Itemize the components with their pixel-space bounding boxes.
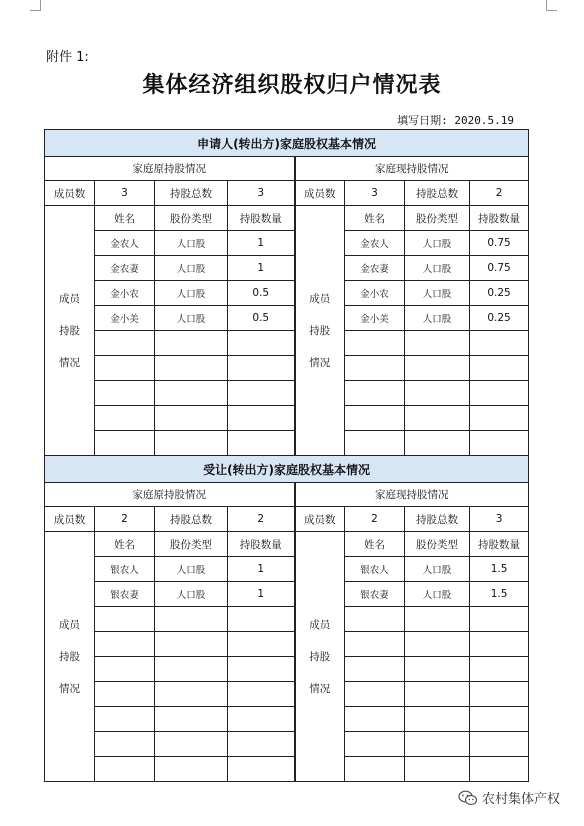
col-header-type: 股份类型 — [155, 532, 228, 557]
empty-row — [45, 331, 529, 356]
empty-row — [45, 657, 529, 682]
original-member-count: 3 — [95, 181, 155, 206]
empty-row — [45, 607, 529, 632]
member-holding-label: 成员 持股 情况 — [295, 532, 345, 782]
table-row — [45, 231, 529, 256]
member-name: 金小美 — [95, 306, 155, 331]
table-row — [45, 582, 529, 607]
col-header-qty: 持股数量 — [470, 206, 529, 231]
share-qty: 1 — [228, 256, 295, 281]
empty-row — [45, 356, 529, 381]
member-name: 银农人 — [345, 557, 405, 582]
col-header-name: 姓名 — [345, 532, 405, 557]
original-total-shares: 3 — [228, 181, 295, 206]
transferee-section-title: 受让(转出方)家庭股权基本情况 — [45, 456, 529, 483]
col-header-name: 姓名 — [345, 206, 405, 231]
transferee-current-header: 家庭现持股情况 — [295, 483, 529, 507]
current-member-count: 3 — [345, 181, 405, 206]
empty-row — [45, 757, 529, 782]
member-name: 金农人 — [95, 231, 155, 256]
member-name: 金小农 — [95, 281, 155, 306]
col-header-type: 股份类型 — [405, 206, 470, 231]
original-total-shares: 2 — [228, 507, 295, 532]
member-name: 银农人 — [95, 557, 155, 582]
table-row — [45, 281, 529, 306]
member-count-label: 成员数 — [45, 507, 95, 532]
member-count-label: 成员数 — [295, 181, 345, 206]
member-name: 银农妻 — [95, 582, 155, 607]
member-count-label: 成员数 — [295, 507, 345, 532]
watermark — [458, 788, 560, 807]
share-type: 人口股 — [405, 281, 470, 306]
member-holding-label: 成员 持股 情况 — [295, 206, 345, 456]
member-name: 金农人 — [345, 231, 405, 256]
col-header-qty: 持股数量 — [470, 532, 529, 557]
watermark-text: 农村集体产权 — [482, 792, 561, 807]
col-header-name: 姓名 — [95, 206, 155, 231]
table-row — [45, 306, 529, 331]
share-type: 人口股 — [155, 281, 228, 306]
original-member-count: 2 — [95, 507, 155, 532]
share-qty: 0.75 — [470, 256, 529, 281]
member-holding-label: 成员 持股 情况 — [45, 532, 95, 782]
share-qty: 0.25 — [470, 281, 529, 306]
share-type: 人口股 — [155, 306, 228, 331]
wechat-icon — [458, 790, 478, 806]
empty-row — [45, 682, 529, 707]
share-qty: 1 — [228, 231, 295, 256]
current-member-count: 2 — [345, 507, 405, 532]
member-name: 金小农 — [345, 281, 405, 306]
page-title: 集体经济组织股权归户情况表 — [142, 73, 442, 98]
empty-row — [45, 732, 529, 757]
page-corner-mark-left — [30, 0, 41, 11]
share-type: 人口股 — [155, 231, 228, 256]
share-type: 人口股 — [405, 256, 470, 281]
page-corner-mark-right — [546, 0, 557, 11]
equity-table — [44, 129, 529, 782]
share-qty: 1.5 — [470, 557, 529, 582]
empty-row — [45, 707, 529, 732]
col-header-type: 股份类型 — [155, 206, 228, 231]
applicant-section-title: 申请人(转出方)家庭股权基本情况 — [45, 130, 529, 157]
current-total-shares: 3 — [470, 507, 529, 532]
share-qty: 0.25 — [470, 306, 529, 331]
col-header-name: 姓名 — [95, 532, 155, 557]
empty-row — [45, 381, 529, 406]
member-name: 金农妻 — [95, 256, 155, 281]
attachment-label: 附件 1: — [46, 50, 89, 65]
empty-row — [45, 406, 529, 431]
share-type: 人口股 — [405, 306, 470, 331]
member-name: 金小美 — [345, 306, 405, 331]
member-holding-label: 成员 持股 情况 — [45, 206, 95, 456]
share-qty: 0.5 — [228, 281, 295, 306]
transferee-original-header: 家庭原持股情况 — [45, 483, 295, 507]
total-shares-label: 持股总数 — [405, 181, 470, 206]
col-header-qty: 持股数量 — [228, 532, 295, 557]
share-type: 人口股 — [155, 582, 228, 607]
share-type: 人口股 — [155, 557, 228, 582]
table-row — [45, 557, 529, 582]
share-qty: 0.5 — [228, 306, 295, 331]
empty-row — [45, 431, 529, 456]
share-type: 人口股 — [155, 256, 228, 281]
fill-date: 填写日期: 2020.5.19 — [397, 114, 514, 127]
member-count-label: 成员数 — [45, 181, 95, 206]
col-header-qty: 持股数量 — [228, 206, 295, 231]
share-type: 人口股 — [405, 557, 470, 582]
col-header-type: 股份类型 — [405, 532, 470, 557]
total-shares-label: 持股总数 — [155, 507, 228, 532]
empty-row — [45, 632, 529, 657]
member-name: 银农妻 — [345, 582, 405, 607]
total-shares-label: 持股总数 — [405, 507, 470, 532]
share-qty: 1 — [228, 582, 295, 607]
share-type: 人口股 — [405, 582, 470, 607]
total-shares-label: 持股总数 — [155, 181, 228, 206]
applicant-original-header: 家庭原持股情况 — [45, 157, 295, 181]
share-type: 人口股 — [405, 231, 470, 256]
current-total-shares: 2 — [470, 181, 529, 206]
applicant-current-header: 家庭现持股情况 — [295, 157, 529, 181]
share-qty: 1.5 — [470, 582, 529, 607]
member-name: 金农妻 — [345, 256, 405, 281]
share-qty: 0.75 — [470, 231, 529, 256]
table-row — [45, 256, 529, 281]
share-qty: 1 — [228, 557, 295, 582]
